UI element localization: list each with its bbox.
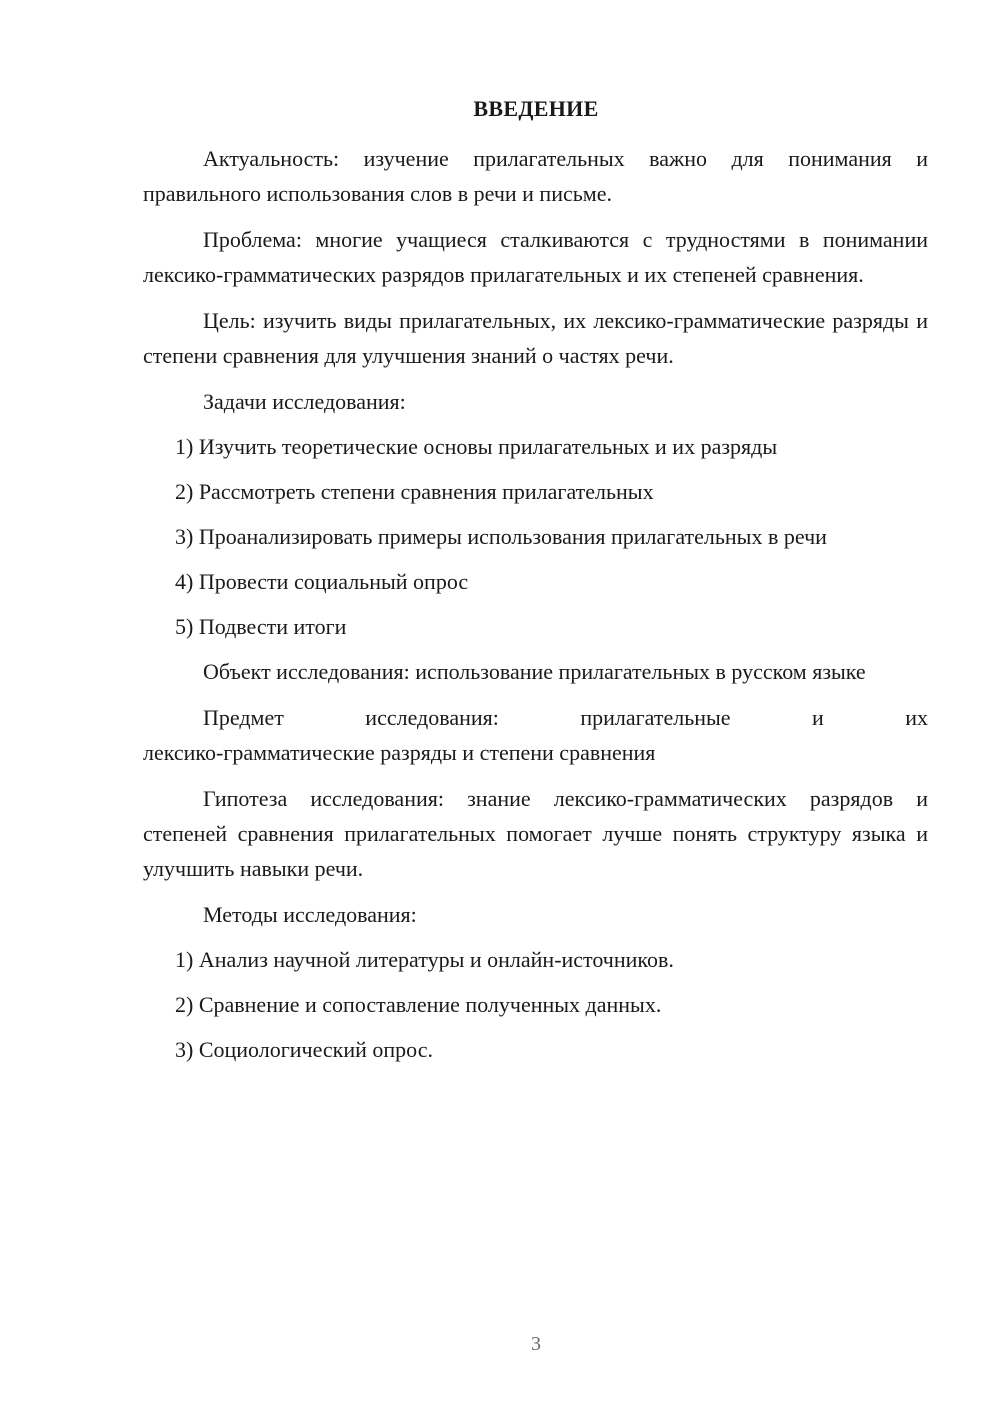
- subject-word: исследования:: [365, 705, 499, 730]
- list-item: 1) Изучить теоретические основы прилагательных и их разряды: [175, 434, 778, 459]
- problem-paragraph: Проблема: многие учащиеся сталкиваются с трудностями в понимании лексико-грамматических разрядов прилагательных и их степеней сравнения.: [143, 227, 928, 287]
- list-item: 3) Проанализировать примеры использования прилагательных в речи: [175, 524, 827, 549]
- document-body: [143, 141, 928, 1077]
- hypothesis-paragraph: Гипотеза исследования: знание лексико-грамматических разрядов и степеней сравнения прилагательных помогает лучше понять структуру языка и улучшить навыки речи.: [143, 786, 928, 881]
- subject-word: Предмет: [203, 705, 284, 730]
- page-title: ВВЕДЕНИЕ: [473, 96, 599, 121]
- tasks-label: Задачи исследования:: [203, 389, 406, 414]
- list-item: 4) Провести социальный опрос: [175, 569, 469, 594]
- list-item: 3) Социологический опрос.: [175, 1037, 433, 1062]
- tasks-list: [143, 429, 928, 644]
- methods-list: [143, 942, 928, 1067]
- subject-word: прилагательные: [580, 705, 731, 730]
- subject-word: их: [905, 705, 928, 730]
- list-item: 5) Подвести итоги: [175, 614, 347, 639]
- subject-first-line: [143, 700, 928, 735]
- page-number: 3: [531, 1333, 541, 1355]
- subject-word: и: [811, 705, 824, 730]
- methods-label: Методы исследования:: [203, 902, 417, 927]
- relevance-paragraph: Актуальность: изучение прилагательных важно для понимания и правильного использования слов в речи и письме.: [143, 146, 928, 206]
- list-item: 2) Рассмотреть степени сравнения прилагательных: [175, 479, 654, 504]
- list-item: 1) Анализ научной литературы и онлайн-источников.: [175, 947, 674, 972]
- object-paragraph: Объект исследования: использование прилагательных в русском языке: [203, 659, 866, 684]
- subject-continuation: лексико-грамматические разряды и степени сравнения: [143, 740, 656, 765]
- subject-paragraph: [143, 700, 928, 770]
- list-item: 2) Сравнение и сопоставление полученных данных.: [175, 992, 662, 1017]
- goal-paragraph: Цель: изучить виды прилагательных, их лексико-грамматические разряды и степени сравнения для улучшения знаний о частях речи.: [143, 308, 928, 368]
